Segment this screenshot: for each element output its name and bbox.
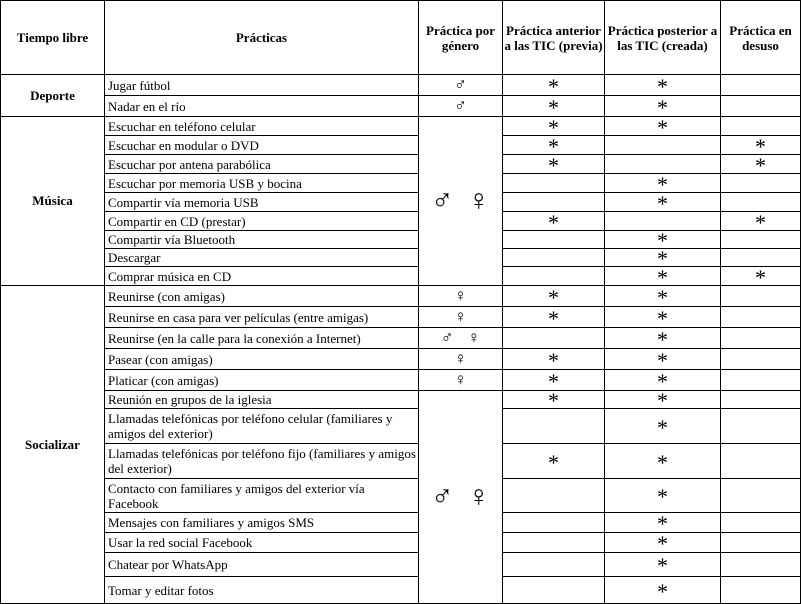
table-row bbox=[1, 307, 801, 328]
posterior-mark: * bbox=[605, 370, 721, 391]
practice-cell: Descargar bbox=[105, 249, 419, 267]
female-symbol-icon: ♀ bbox=[419, 370, 503, 391]
female-symbol-icon: ♀ bbox=[467, 328, 481, 347]
practice-cell: Compartir vía Bluetooth bbox=[105, 231, 419, 249]
header-genero: Práctica por género bbox=[419, 1, 503, 75]
table-row bbox=[1, 212, 801, 231]
posterior-mark: * bbox=[605, 479, 721, 513]
table-row bbox=[1, 136, 801, 155]
anterior-mark: * bbox=[503, 117, 605, 136]
table-row bbox=[1, 553, 801, 577]
table-row bbox=[1, 370, 801, 391]
header-row bbox=[1, 1, 801, 75]
table-row bbox=[1, 409, 801, 444]
table-row bbox=[1, 533, 801, 553]
anterior-mark bbox=[503, 193, 605, 212]
posterior-mark: * bbox=[605, 286, 721, 307]
table-row bbox=[1, 249, 801, 267]
anterior-mark: * bbox=[503, 286, 605, 307]
table-row bbox=[1, 286, 801, 307]
practice-cell: Mensajes con familiares y amigos SMS bbox=[105, 513, 419, 533]
practice-cell: Reunirse (con amigas) bbox=[105, 286, 419, 307]
table-row bbox=[1, 479, 801, 513]
practice-cell: Llamadas telefónicas por teléfono celular (familiares y amigos del exterior) bbox=[105, 409, 419, 444]
female-symbol-icon: ♀ bbox=[467, 480, 490, 513]
desuso-mark bbox=[721, 553, 801, 577]
anterior-mark: * bbox=[503, 96, 605, 117]
posterior-mark: * bbox=[605, 267, 721, 286]
posterior-mark: * bbox=[605, 444, 721, 479]
anterior-mark bbox=[503, 577, 605, 604]
anterior-mark: * bbox=[503, 370, 605, 391]
header-desuso: Práctica en desuso bbox=[721, 1, 801, 75]
table-row bbox=[1, 193, 801, 212]
male-symbol-icon: ♂ bbox=[431, 184, 454, 217]
posterior-mark: * bbox=[605, 75, 721, 96]
desuso-mark bbox=[721, 391, 801, 409]
table-row bbox=[1, 391, 801, 409]
header-practicas: Prácticas bbox=[105, 1, 419, 75]
posterior-mark: * bbox=[605, 391, 721, 409]
desuso-mark bbox=[721, 577, 801, 604]
desuso-mark bbox=[721, 533, 801, 553]
practice-cell: Comprar música en CD bbox=[105, 267, 419, 286]
posterior-mark: * bbox=[605, 174, 721, 193]
posterior-mark: * bbox=[605, 349, 721, 370]
anterior-mark bbox=[503, 479, 605, 513]
anterior-mark: * bbox=[503, 391, 605, 409]
table-row bbox=[1, 444, 801, 479]
female-symbol-icon: ♀ bbox=[419, 286, 503, 307]
female-symbol-icon: ♀ bbox=[419, 307, 503, 328]
desuso-mark bbox=[721, 409, 801, 444]
anterior-mark bbox=[503, 267, 605, 286]
posterior-mark: * bbox=[605, 231, 721, 249]
posterior-mark: * bbox=[605, 249, 721, 267]
posterior-mark: * bbox=[605, 328, 721, 349]
gender-both-cell bbox=[419, 117, 503, 286]
anterior-mark: * bbox=[503, 349, 605, 370]
posterior-mark: * bbox=[605, 193, 721, 212]
practice-cell: Escuchar en modular o DVD bbox=[105, 136, 419, 155]
practice-cell: Tomar y editar fotos bbox=[105, 577, 419, 604]
posterior-mark: * bbox=[605, 577, 721, 604]
table-row bbox=[1, 117, 801, 136]
female-symbol-icon: ♀ bbox=[419, 349, 503, 370]
practice-cell: Escuchar por antena parabólica bbox=[105, 155, 419, 174]
anterior-mark: * bbox=[503, 444, 605, 479]
practice-cell: Compartir vía memoria USB bbox=[105, 193, 419, 212]
header-anterior: Práctica anterior a las TIC (previa) bbox=[503, 1, 605, 75]
posterior-mark: * bbox=[605, 307, 721, 328]
desuso-mark: * bbox=[721, 136, 801, 155]
posterior-mark: * bbox=[605, 117, 721, 136]
desuso-mark bbox=[721, 513, 801, 533]
table-row bbox=[1, 155, 801, 174]
anterior-mark: * bbox=[503, 75, 605, 96]
posterior-mark: * bbox=[605, 409, 721, 444]
gender-both-cell bbox=[419, 328, 503, 349]
desuso-mark: * bbox=[721, 155, 801, 174]
anterior-mark: * bbox=[503, 212, 605, 231]
practice-cell: Platicar (con amigas) bbox=[105, 370, 419, 391]
desuso-mark bbox=[721, 479, 801, 513]
desuso-mark bbox=[721, 444, 801, 479]
desuso-mark: * bbox=[721, 212, 801, 231]
header-posterior: Práctica posterior a las TIC (creada) bbox=[605, 1, 721, 75]
anterior-mark: * bbox=[503, 307, 605, 328]
anterior-mark bbox=[503, 409, 605, 444]
posterior-mark bbox=[605, 155, 721, 174]
desuso-mark bbox=[721, 249, 801, 267]
posterior-mark: * bbox=[605, 533, 721, 553]
anterior-mark bbox=[503, 249, 605, 267]
category-deporte: Deporte bbox=[1, 75, 105, 117]
desuso-mark bbox=[721, 307, 801, 328]
anterior-mark: * bbox=[503, 155, 605, 174]
anterior-mark: * bbox=[503, 136, 605, 155]
practice-cell: Reunirse (en la calle para la conexión a Internet) bbox=[105, 328, 419, 349]
table-row bbox=[1, 174, 801, 193]
table-row bbox=[1, 577, 801, 604]
practice-cell: Contacto con familiares y amigos del exterior vía Facebook bbox=[105, 479, 419, 513]
practice-cell: Usar la red social Facebook bbox=[105, 533, 419, 553]
table-row bbox=[1, 267, 801, 286]
posterior-mark: * bbox=[605, 513, 721, 533]
desuso-mark bbox=[721, 328, 801, 349]
practice-cell: Jugar fútbol bbox=[105, 75, 419, 96]
practice-cell: Reunirse en casa para ver películas (entre amigas) bbox=[105, 307, 419, 328]
header-tiempo-libre: Tiempo libre bbox=[1, 1, 105, 75]
practice-cell: Compartir en CD (prestar) bbox=[105, 212, 419, 231]
table-row bbox=[1, 75, 801, 96]
desuso-mark bbox=[721, 117, 801, 136]
anterior-mark bbox=[503, 553, 605, 577]
table-row bbox=[1, 231, 801, 249]
female-symbol-icon: ♀ bbox=[467, 184, 490, 217]
anterior-mark bbox=[503, 328, 605, 349]
male-symbol-icon: ♂ bbox=[440, 328, 454, 347]
desuso-mark: * bbox=[721, 267, 801, 286]
desuso-mark bbox=[721, 349, 801, 370]
practice-cell: Escuchar en teléfono celular bbox=[105, 117, 419, 136]
desuso-mark bbox=[721, 96, 801, 117]
male-symbol-icon: ♂ bbox=[419, 96, 503, 117]
practice-cell: Escuchar por memoria USB y bocina bbox=[105, 174, 419, 193]
practice-cell: Chatear por WhatsApp bbox=[105, 553, 419, 577]
male-symbol-icon: ♂ bbox=[431, 480, 454, 513]
practice-cell: Reunión en grupos de la iglesia bbox=[105, 391, 419, 409]
posterior-mark: * bbox=[605, 96, 721, 117]
practice-cell: Nadar en el río bbox=[105, 96, 419, 117]
desuso-mark bbox=[721, 193, 801, 212]
desuso-mark bbox=[721, 370, 801, 391]
practice-cell: Llamadas telefónicas por teléfono fijo (familiares y amigos del exterior) bbox=[105, 444, 419, 479]
desuso-mark bbox=[721, 75, 801, 96]
practice-cell: Pasear (con amigas) bbox=[105, 349, 419, 370]
gender-both-cell bbox=[419, 391, 503, 604]
anterior-mark bbox=[503, 533, 605, 553]
table-row bbox=[1, 513, 801, 533]
table-row bbox=[1, 349, 801, 370]
table-row bbox=[1, 328, 801, 349]
category-musica: Música bbox=[1, 117, 105, 286]
anterior-mark bbox=[503, 513, 605, 533]
male-symbol-icon: ♂ bbox=[419, 75, 503, 96]
posterior-mark: * bbox=[605, 553, 721, 577]
table-row bbox=[1, 96, 801, 117]
category-socializar: Socializar bbox=[1, 286, 105, 604]
